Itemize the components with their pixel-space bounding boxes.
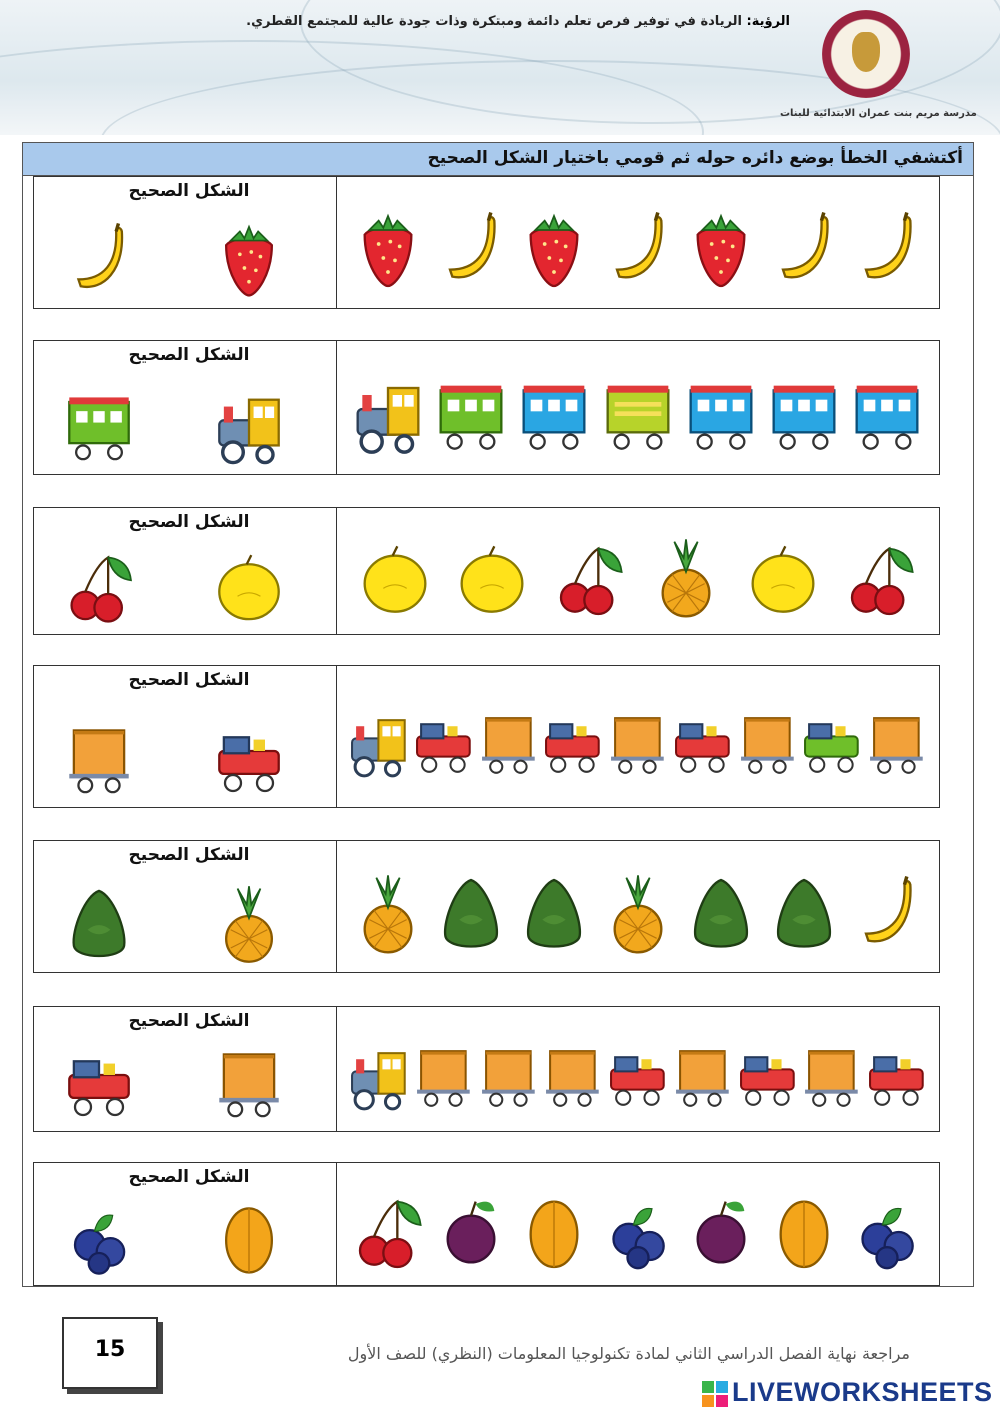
option-strawberry-icon[interactable] [214, 220, 284, 300]
sequence-blueberry-icon[interactable] [852, 1190, 922, 1272]
option-red-truck-icon[interactable] [64, 1043, 134, 1123]
sequence-blue-wagon-icon[interactable] [852, 374, 922, 456]
sequence-lemon-icon[interactable] [748, 537, 818, 619]
sequence-orange-car-icon[interactable] [413, 1041, 474, 1112]
correct-shape-label: الشكل الصحيح [128, 845, 250, 865]
sequence-avocado-icon[interactable] [519, 873, 589, 955]
sequence-cherry-icon[interactable] [845, 537, 915, 619]
sequence-cherry-icon[interactable] [353, 1190, 423, 1272]
page-header [0, 0, 1000, 135]
footer-text: مراجعة نهاية الفصل الدراسي الثاني لمادة تكنولوجيا المعلومات (النظري) للصف الأول [347, 1344, 910, 1363]
sequence-red-truck-icon[interactable] [542, 708, 603, 779]
sequence-orange-car-icon[interactable] [737, 708, 798, 779]
page-number: 15 [94, 1337, 126, 1362]
sequence-pineapple-icon[interactable] [353, 873, 423, 955]
sequence-strawberry-icon[interactable] [519, 209, 589, 291]
option-lemon-icon[interactable] [214, 546, 284, 626]
sequence-orange-car-icon[interactable] [866, 708, 927, 779]
sequence-orange-car-icon[interactable] [801, 1041, 862, 1112]
sequence-locomotive-icon[interactable] [348, 1041, 409, 1112]
vision-text: الريادة في توفير فرص تعلم دائمة ومبتكرة وذات جودة عالية للمجتمع القطري. [246, 14, 742, 29]
vision-label: الرؤية: [746, 14, 790, 29]
row-divider [336, 177, 337, 308]
sequence-green-wagon-icon[interactable] [436, 374, 506, 456]
school-name: مدرسة مريم بنت عمران الابتدائية للبنات [780, 108, 977, 119]
sequence-lemon-icon[interactable] [457, 537, 527, 619]
sequence-blue-wagon-icon[interactable] [769, 374, 839, 456]
vision-statement [246, 14, 790, 29]
instruction-bar [22, 142, 974, 176]
option-green-wagon-icon[interactable] [64, 386, 134, 466]
option-blueberry-icon[interactable] [64, 1197, 134, 1277]
sequence-banana-icon[interactable] [436, 209, 506, 291]
sequence-blue-wagon-icon[interactable] [686, 374, 756, 456]
sequence-melon-icon[interactable] [519, 1190, 589, 1272]
sequence-plum-icon[interactable] [436, 1190, 506, 1272]
sequence-blue-wagon-icon[interactable] [519, 374, 589, 456]
sequence-banana-icon[interactable] [852, 873, 922, 955]
instruction-text: أكتشفي الخطأ بوضع دائره حوله ثم قومي باختيار الشكل الصحيح [427, 148, 963, 168]
exercise-row [33, 840, 940, 973]
option-orange-car-icon[interactable] [214, 1043, 284, 1123]
sequence-orange-car-icon[interactable] [478, 1041, 539, 1112]
sequence-orange-car-icon[interactable] [672, 1041, 733, 1112]
sequence-red-truck-icon[interactable] [413, 708, 474, 779]
exercise-row [33, 1006, 940, 1132]
option-avocado-icon[interactable] [64, 884, 134, 964]
sequence-red-truck-icon[interactable] [866, 1041, 927, 1112]
row-divider [336, 666, 337, 807]
exercise-row [33, 665, 940, 808]
option-pineapple-icon[interactable] [214, 884, 284, 964]
row-divider [336, 508, 337, 634]
row-divider [336, 1163, 337, 1285]
row-divider [336, 841, 337, 972]
correct-shape-label: الشكل الصحيح [128, 1011, 250, 1031]
sequence-pineapple-icon[interactable] [603, 873, 673, 955]
row-divider [336, 1007, 337, 1131]
option-cherry-icon[interactable] [64, 546, 134, 626]
correct-shape-label: الشكل الصحيح [128, 670, 250, 690]
sequence-yellow-wagon-icon[interactable] [603, 374, 673, 456]
option-banana-icon[interactable] [64, 220, 134, 300]
sequence-orange-car-icon[interactable] [607, 708, 668, 779]
sequence-red-truck-icon[interactable] [737, 1041, 798, 1112]
exercise-row [33, 507, 940, 635]
sequence-orange-car-icon[interactable] [542, 1041, 603, 1112]
row-divider [336, 341, 337, 474]
option-orange-car-icon[interactable] [64, 719, 134, 799]
correct-shape-label: الشكل الصحيح [128, 181, 250, 201]
correct-shape-label: الشكل الصحيح [128, 512, 250, 532]
sequence-red-truck-icon[interactable] [607, 1041, 668, 1112]
option-locomotive-icon[interactable] [214, 386, 284, 466]
sequence-locomotive-icon[interactable] [348, 708, 409, 779]
sequence-banana-icon[interactable] [603, 209, 673, 291]
exercise-row [33, 176, 940, 309]
exercise-row [33, 340, 940, 475]
sequence-cherry-icon[interactable] [554, 537, 624, 619]
sequence-avocado-icon[interactable] [769, 873, 839, 955]
liveworksheets-text: LIVEWORKSHEETS [732, 1377, 993, 1407]
sequence-blueberry-icon[interactable] [603, 1190, 673, 1272]
liveworksheets-logo-icon [702, 1381, 728, 1407]
correct-shape-label: الشكل الصحيح [128, 345, 250, 365]
sequence-avocado-icon[interactable] [436, 873, 506, 955]
option-melon-icon[interactable] [214, 1197, 284, 1277]
sequence-pineapple-icon[interactable] [651, 537, 721, 619]
sequence-orange-car-icon[interactable] [478, 708, 539, 779]
sequence-lemon-icon[interactable] [360, 537, 430, 619]
page-number-box [62, 1317, 158, 1389]
sequence-green-truck-icon[interactable] [801, 708, 862, 779]
correct-shape-label: الشكل الصحيح [128, 1167, 250, 1187]
option-red-truck-icon[interactable] [214, 719, 284, 799]
sequence-locomotive-icon[interactable] [353, 374, 423, 456]
exercise-row [33, 1162, 940, 1286]
sequence-red-truck-icon[interactable] [672, 708, 733, 779]
sequence-plum-icon[interactable] [686, 1190, 756, 1272]
sequence-banana-icon[interactable] [852, 209, 922, 291]
sequence-strawberry-icon[interactable] [353, 209, 423, 291]
ministry-emblem-icon [822, 10, 910, 98]
sequence-avocado-icon[interactable] [686, 873, 756, 955]
sequence-strawberry-icon[interactable] [686, 209, 756, 291]
sequence-banana-icon[interactable] [769, 209, 839, 291]
sequence-melon-icon[interactable] [769, 1190, 839, 1272]
